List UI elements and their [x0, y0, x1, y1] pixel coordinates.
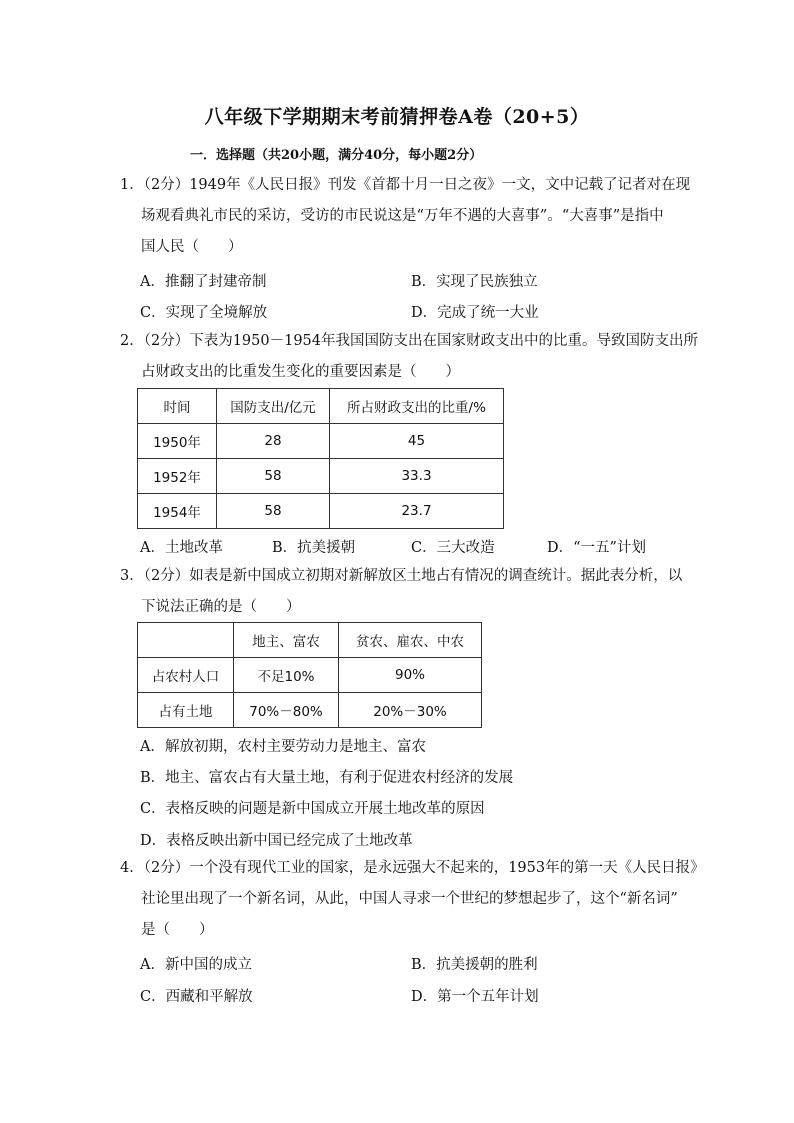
option-d[interactable]: D．表格反映出新中国已经完成了土地改革 [140, 833, 413, 849]
question-text-line: 国人民（ ） [141, 239, 243, 255]
table-cell: 占农村人口 [138, 658, 234, 693]
question-2-stem [120, 326, 699, 388]
table-row [138, 459, 504, 494]
table-header-cell: 贫农、雇农、中农 [339, 623, 482, 658]
question-text-line: 3．（2分）如表是新中国成立初期对新解放区土地占有情况的调查统计。据此表分析，以 [120, 568, 683, 584]
table-cell: 1952年 [138, 459, 217, 494]
table-row [138, 693, 482, 728]
question-text-line: 占财政支出的比重发生变化的重要因素是（ ） [141, 364, 460, 380]
question-3-stem [120, 561, 683, 623]
table-row [138, 658, 482, 693]
table-cell: 58 [217, 494, 330, 529]
option-a[interactable]: A．土地改革 [140, 540, 223, 556]
question-text-line: 场观看典礼市民的采访，受访的市民说这是“万年不遇的大喜事”。“大喜事”是指中 [141, 208, 664, 224]
table-cell: 1950年 [138, 424, 217, 459]
question-text-line: 是（ ） [141, 922, 214, 938]
table-cell: 90% [339, 658, 482, 693]
table-cell: 58 [217, 459, 330, 494]
question-text-line: 2．（2分）下表为1950－1954年我国国防支出在国家财政支出中的比重。导致国防支出所 [120, 333, 699, 349]
land-ownership-table [137, 622, 482, 728]
question-1-stem [120, 170, 691, 263]
question-text-line: 1．（2分）1949年《人民日报》刊发《首都十月一日之夜》一文，文中记载了记者对在现 [120, 177, 691, 193]
table-header-cell: 所占财政支出的比重/% [330, 389, 504, 424]
table-cell: 占有土地 [138, 693, 234, 728]
table-header-cell: 国防支出/亿元 [217, 389, 330, 424]
table-header-row [138, 389, 504, 424]
option-c[interactable]: C．实现了全境解放 [140, 305, 268, 321]
option-d[interactable]: D．完成了统一大业 [411, 305, 539, 321]
table-cell: 28 [217, 424, 330, 459]
option-a[interactable]: A．解放初期，农村主要劳动力是地主、富农 [140, 739, 426, 755]
table-cell: 不足10% [234, 658, 339, 693]
question-text-line: 下说法正确的是（ ） [141, 599, 301, 615]
option-b[interactable]: B．地主、富农占有大量土地，有利于促进农村经济的发展 [140, 770, 514, 786]
table-header-cell [138, 623, 234, 658]
option-d[interactable]: D．第一个五年计划 [411, 989, 539, 1005]
question-4-stem [120, 853, 705, 946]
table-header-row [138, 623, 482, 658]
table-header-cell: 时间 [138, 389, 217, 424]
option-b[interactable]: B．实现了民族独立 [411, 274, 538, 290]
option-d[interactable]: D．“一五”计划 [547, 540, 646, 556]
table-header-cell: 地主、富农 [234, 623, 339, 658]
table-cell: 23.7 [330, 494, 504, 529]
option-a[interactable]: A．推翻了封建帝制 [140, 274, 267, 290]
table-cell: 33.3 [330, 459, 504, 494]
option-b[interactable]: B．抗美援朝 [272, 540, 356, 556]
option-c[interactable]: C．西藏和平解放 [140, 989, 253, 1005]
table-cell: 70%－80% [234, 693, 339, 728]
table-cell: 20%－30% [339, 693, 482, 728]
table-cell: 45 [330, 424, 504, 459]
option-b[interactable]: B．抗美援朝的胜利 [411, 957, 538, 973]
question-text-line: 4．（2分）一个没有现代工业的国家，是永远强大不起来的，1953年的第一天《人民日报》 [120, 860, 705, 876]
table-row [138, 494, 504, 529]
section-header: 一．选择题（共20小题，满分40分，每小题2分） [190, 148, 483, 163]
table-row [138, 424, 504, 459]
question-text-line: 社论里出现了一个新名词，从此，中国人寻求一个世纪的梦想起步了，这个“新名词” [141, 891, 678, 907]
option-a[interactable]: A．新中国的成立 [140, 957, 252, 973]
option-c[interactable]: C．表格反映的问题是新中国成立开展土地改革的原因 [140, 801, 485, 817]
page-title: 八年级下学期期末考前猜押卷A卷（20+5） [204, 106, 590, 128]
defense-spending-table [137, 388, 504, 529]
option-c[interactable]: C．三大改造 [411, 540, 495, 556]
table-cell: 1954年 [138, 494, 217, 529]
